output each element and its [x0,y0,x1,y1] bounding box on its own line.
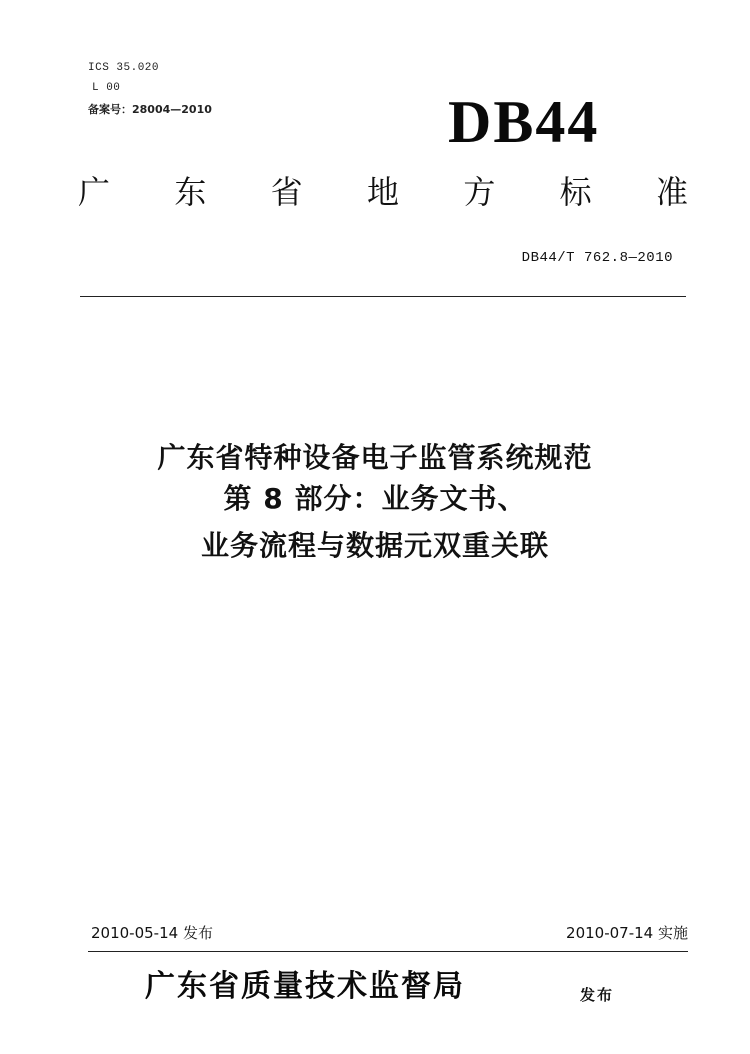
standard-type-char: 准 [655,173,688,211]
standard-type-char: 地 [366,173,399,211]
issuing-authority: 广东省质量技术监督局 [145,969,465,1004]
standard-type-char: 广 [78,173,111,211]
document-title-line-3: 业务流程与数据元双重关联 [200,529,549,562]
document-title-line-1: 广东省特种设备电子监管系统规范 [157,441,593,474]
bottom-divider [88,951,688,952]
standard-mark: DB44 [448,89,600,155]
ics-code: ICS 35.020 [88,62,160,74]
issue-date: 2010-05-14 发布 [91,924,213,942]
standard-number: DB44/T 762.8—2010 [521,250,673,266]
top-divider [80,296,686,297]
implementation-date: 2010-07-14 实施 [566,924,688,942]
standard-type-char: 方 [463,173,496,211]
document-title-line-2: 第 8 部分：业务文书、 [223,482,527,515]
classification-code: L 00 [92,82,121,94]
filing-number: 备案号：28004—2010 [88,103,212,116]
standard-type-char: 东 [174,173,207,211]
standard-type-char: 省 [270,173,303,211]
standard-type-heading [78,173,688,211]
standard-type-char: 标 [559,173,592,211]
issued-label: 发布 [580,986,615,1004]
